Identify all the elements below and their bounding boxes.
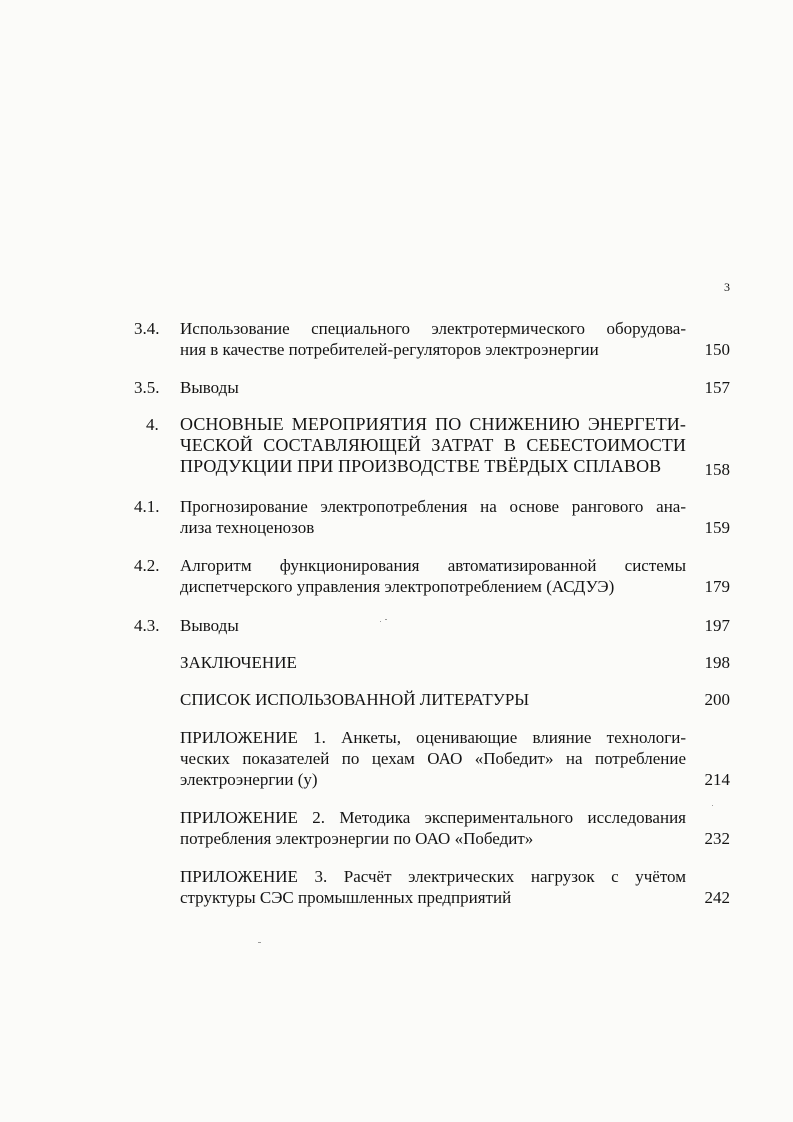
toc-entry-line: ПРИЛОЖЕНИЕ 2. Методика экспериментального исследования [180,808,686,827]
scan-speck [385,619,387,620]
toc-entry-number: 4.1. [134,497,160,516]
toc-entry-number: 3.5. [134,378,160,397]
toc-entry-title [180,318,686,360]
toc-entry-title [180,496,686,538]
toc-entry-title [180,555,686,597]
toc-entry-title [180,689,686,710]
toc-entry-line: ЧЕСКОЙ СОСТАВЛЯЮЩЕЙ ЗАТРАТ В СЕБЕСТОИМОСТИ [180,435,686,455]
toc-entry-line: СПИСОК ИСПОЛЬЗОВАННОЙ ЛИТЕРАТУРЫ [180,690,530,709]
toc-entry-title [180,414,686,477]
toc-entry-page: 197 [704,616,730,635]
toc-entry-page: 150 [704,340,730,359]
toc-entry-line: лиза техноценозов [180,518,315,537]
toc-entry-line: ПРИЛОЖЕНИЕ 1. Анкеты, оценивающие влияние технологи- [180,728,686,747]
scan-speck [258,942,261,943]
toc-entry-number: 3.4. [134,319,160,338]
toc-entry-line: ОСНОВНЫЕ МЕРОПРИЯТИЯ ПО СНИЖЕНИЮ ЭНЕРГЕТИ- [180,414,686,434]
toc-entry-line: ЗАКЛЮЧЕНИЕ [180,653,297,672]
toc-entry-line: диспетчерского управления электропотреблением (АСДУЭ) [180,577,615,596]
toc-entry-line: Выводы [180,616,239,635]
toc-entry-page: 159 [704,518,730,537]
toc-entry-line: ческих показателей по цехам ОАО «Победит» на потребление [180,749,686,768]
toc-entry-line: потребления электроэнергии по ОАО «Победит» [180,829,534,848]
toc-entry-page: 242 [704,888,730,907]
toc-entry-line: Прогнозирование электропотребления на основе рангового ана- [180,497,686,516]
toc-entry-number: 4.3. [134,616,160,635]
toc-entry-page: 232 [704,829,730,848]
toc-entry-number: 4. [146,415,159,434]
toc-entry-line: структуры СЭС промышленных предприятий [180,888,512,907]
toc-entry-line: Использование специального электротермического оборудова- [180,319,686,338]
toc-entry-title [180,727,686,790]
toc-entry-page: 157 [704,378,730,397]
toc-entry-title [180,652,686,673]
toc-entry-page: 200 [704,690,730,709]
scan-speck [712,805,713,806]
toc-entry-line: Алгоритм функционирования автоматизированной системы [180,556,686,575]
toc-entry-title [180,807,686,849]
toc-entry-line: Выводы [180,378,239,397]
toc-entry-title [180,866,686,908]
toc-entry-title [180,377,686,398]
toc-entry-line: ПРОДУКЦИИ ПРИ ПРОИЗВОДСТВЕ ТВЁРДЫХ СПЛАВОВ [180,456,662,476]
toc-entry-page: 179 [704,577,730,596]
toc-entry-page: 158 [704,460,730,479]
toc-entry-number: 4.2. [134,556,160,575]
toc-entry-page: 198 [704,653,730,672]
toc-entry-line: электроэнергии (у) [180,770,318,789]
page-number: 3 [724,280,730,294]
toc-entry-line: ПРИЛОЖЕНИЕ 3. Расчёт электрических нагрузок с учётом [180,867,686,886]
toc-entry-page: 214 [704,770,730,789]
toc-entry-title [180,615,686,636]
toc-entry-line: ния в качестве потребителей-регуляторов электроэнергии [180,340,599,359]
scan-speck [380,621,381,622]
